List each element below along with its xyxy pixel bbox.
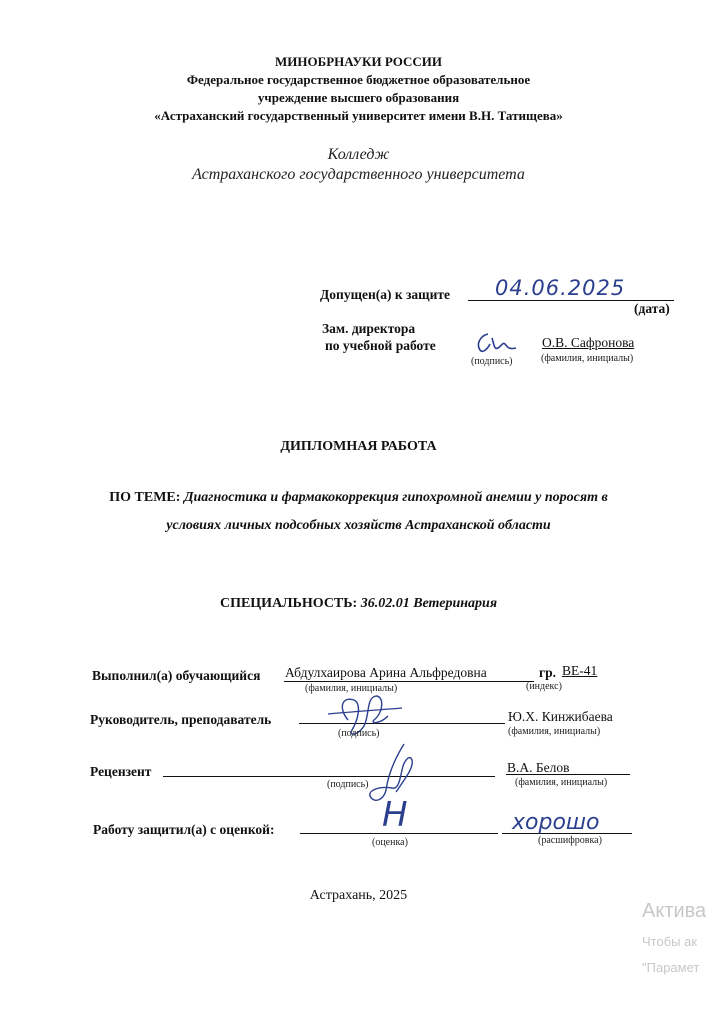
defense-label: Работу защитил(а) с оценкой: (93, 822, 275, 837)
reviewer-label: Рецензент (90, 764, 152, 779)
reviewer-name: В.А. Белов (507, 760, 570, 775)
date-caption: (дата) (634, 301, 670, 316)
reviewer-signature-line (163, 776, 495, 777)
grade-value: Н (382, 795, 408, 835)
specialty (0, 596, 717, 612)
activation-watermark-line3: "Парамет (642, 960, 700, 975)
deputy-name: О.В. Сафронова (542, 335, 635, 350)
reviewer-name-line (506, 774, 630, 775)
grade-text-value: хорошо (512, 810, 600, 835)
reviewer-signature-caption: (подпись) (327, 779, 369, 790)
university-name: «Астраханский государственный университет имени В.Н. Татищева» (154, 108, 563, 123)
deputy-signature-caption: (подпись) (471, 356, 513, 367)
group-value: ВЕ-41 (562, 663, 598, 678)
student-name: Абдулхаирова Арина Альфредовна (285, 665, 487, 680)
specialty-label: СПЕЦИАЛЬНОСТЬ: (219, 596, 358, 611)
supervisor-name: Ю.Х. Кинжибаева (508, 709, 613, 724)
topic-line-1 (0, 490, 717, 506)
activation-watermark-title: Актива (642, 900, 707, 922)
reviewer-name-caption: (фамилия, инициалы) (515, 777, 608, 788)
document-title: ДИПЛОМНАЯ РАБОТА (280, 439, 437, 454)
supervisor-signature-caption: (подпись) (338, 728, 380, 739)
student-name-caption: (фамилия, инициалы) (305, 683, 398, 694)
deputy-label-line2: по учебной работе (325, 338, 436, 353)
topic-label: ПО ТЕМЕ: (109, 490, 181, 505)
institution-type: Федеральное государственное бюджетное образовательное (186, 72, 531, 87)
grade-text-caption: (расшифровка) (538, 835, 602, 846)
grade-caption: (оценка) (372, 837, 408, 848)
supervisor-name-caption: (фамилия, инициалы) (508, 726, 601, 737)
deputy-name-caption: (фамилия, инициалы) (541, 353, 634, 364)
city-year: Астрахань, 2025 (309, 888, 408, 903)
student-label: Выполнил(а) обучающийся (92, 668, 261, 683)
admission-date-value: 04.06.2025 (495, 276, 626, 300)
topic-text-1: Диагностика и фармакокоррекция гипохромной анемии у поросят в (183, 490, 608, 505)
deputy-signature (472, 330, 522, 356)
admission-label: Допущен(а) к защите (320, 287, 450, 302)
ministry-title: МИНОБРНАУКИ РОССИИ (275, 54, 442, 69)
student-name-line (284, 681, 534, 682)
college-subtitle: Астраханского государственного университета (192, 166, 525, 183)
group-label: гр. (539, 665, 557, 680)
college-title: Колледж (327, 146, 390, 163)
specialty-value: 36.02.01 Ветеринария (360, 596, 498, 611)
deputy-label-line1: Зам. директора (322, 321, 416, 336)
activation-watermark-line2: Чтобы ак (642, 934, 698, 949)
group-caption: (индекс) (526, 681, 562, 692)
institution-level: учреждение высшего образования (257, 90, 460, 105)
supervisor-label: Руководитель, преподаватель (90, 712, 272, 727)
topic-line-2: условиях личных подсобных хозяйств Астраханской области (166, 518, 551, 533)
